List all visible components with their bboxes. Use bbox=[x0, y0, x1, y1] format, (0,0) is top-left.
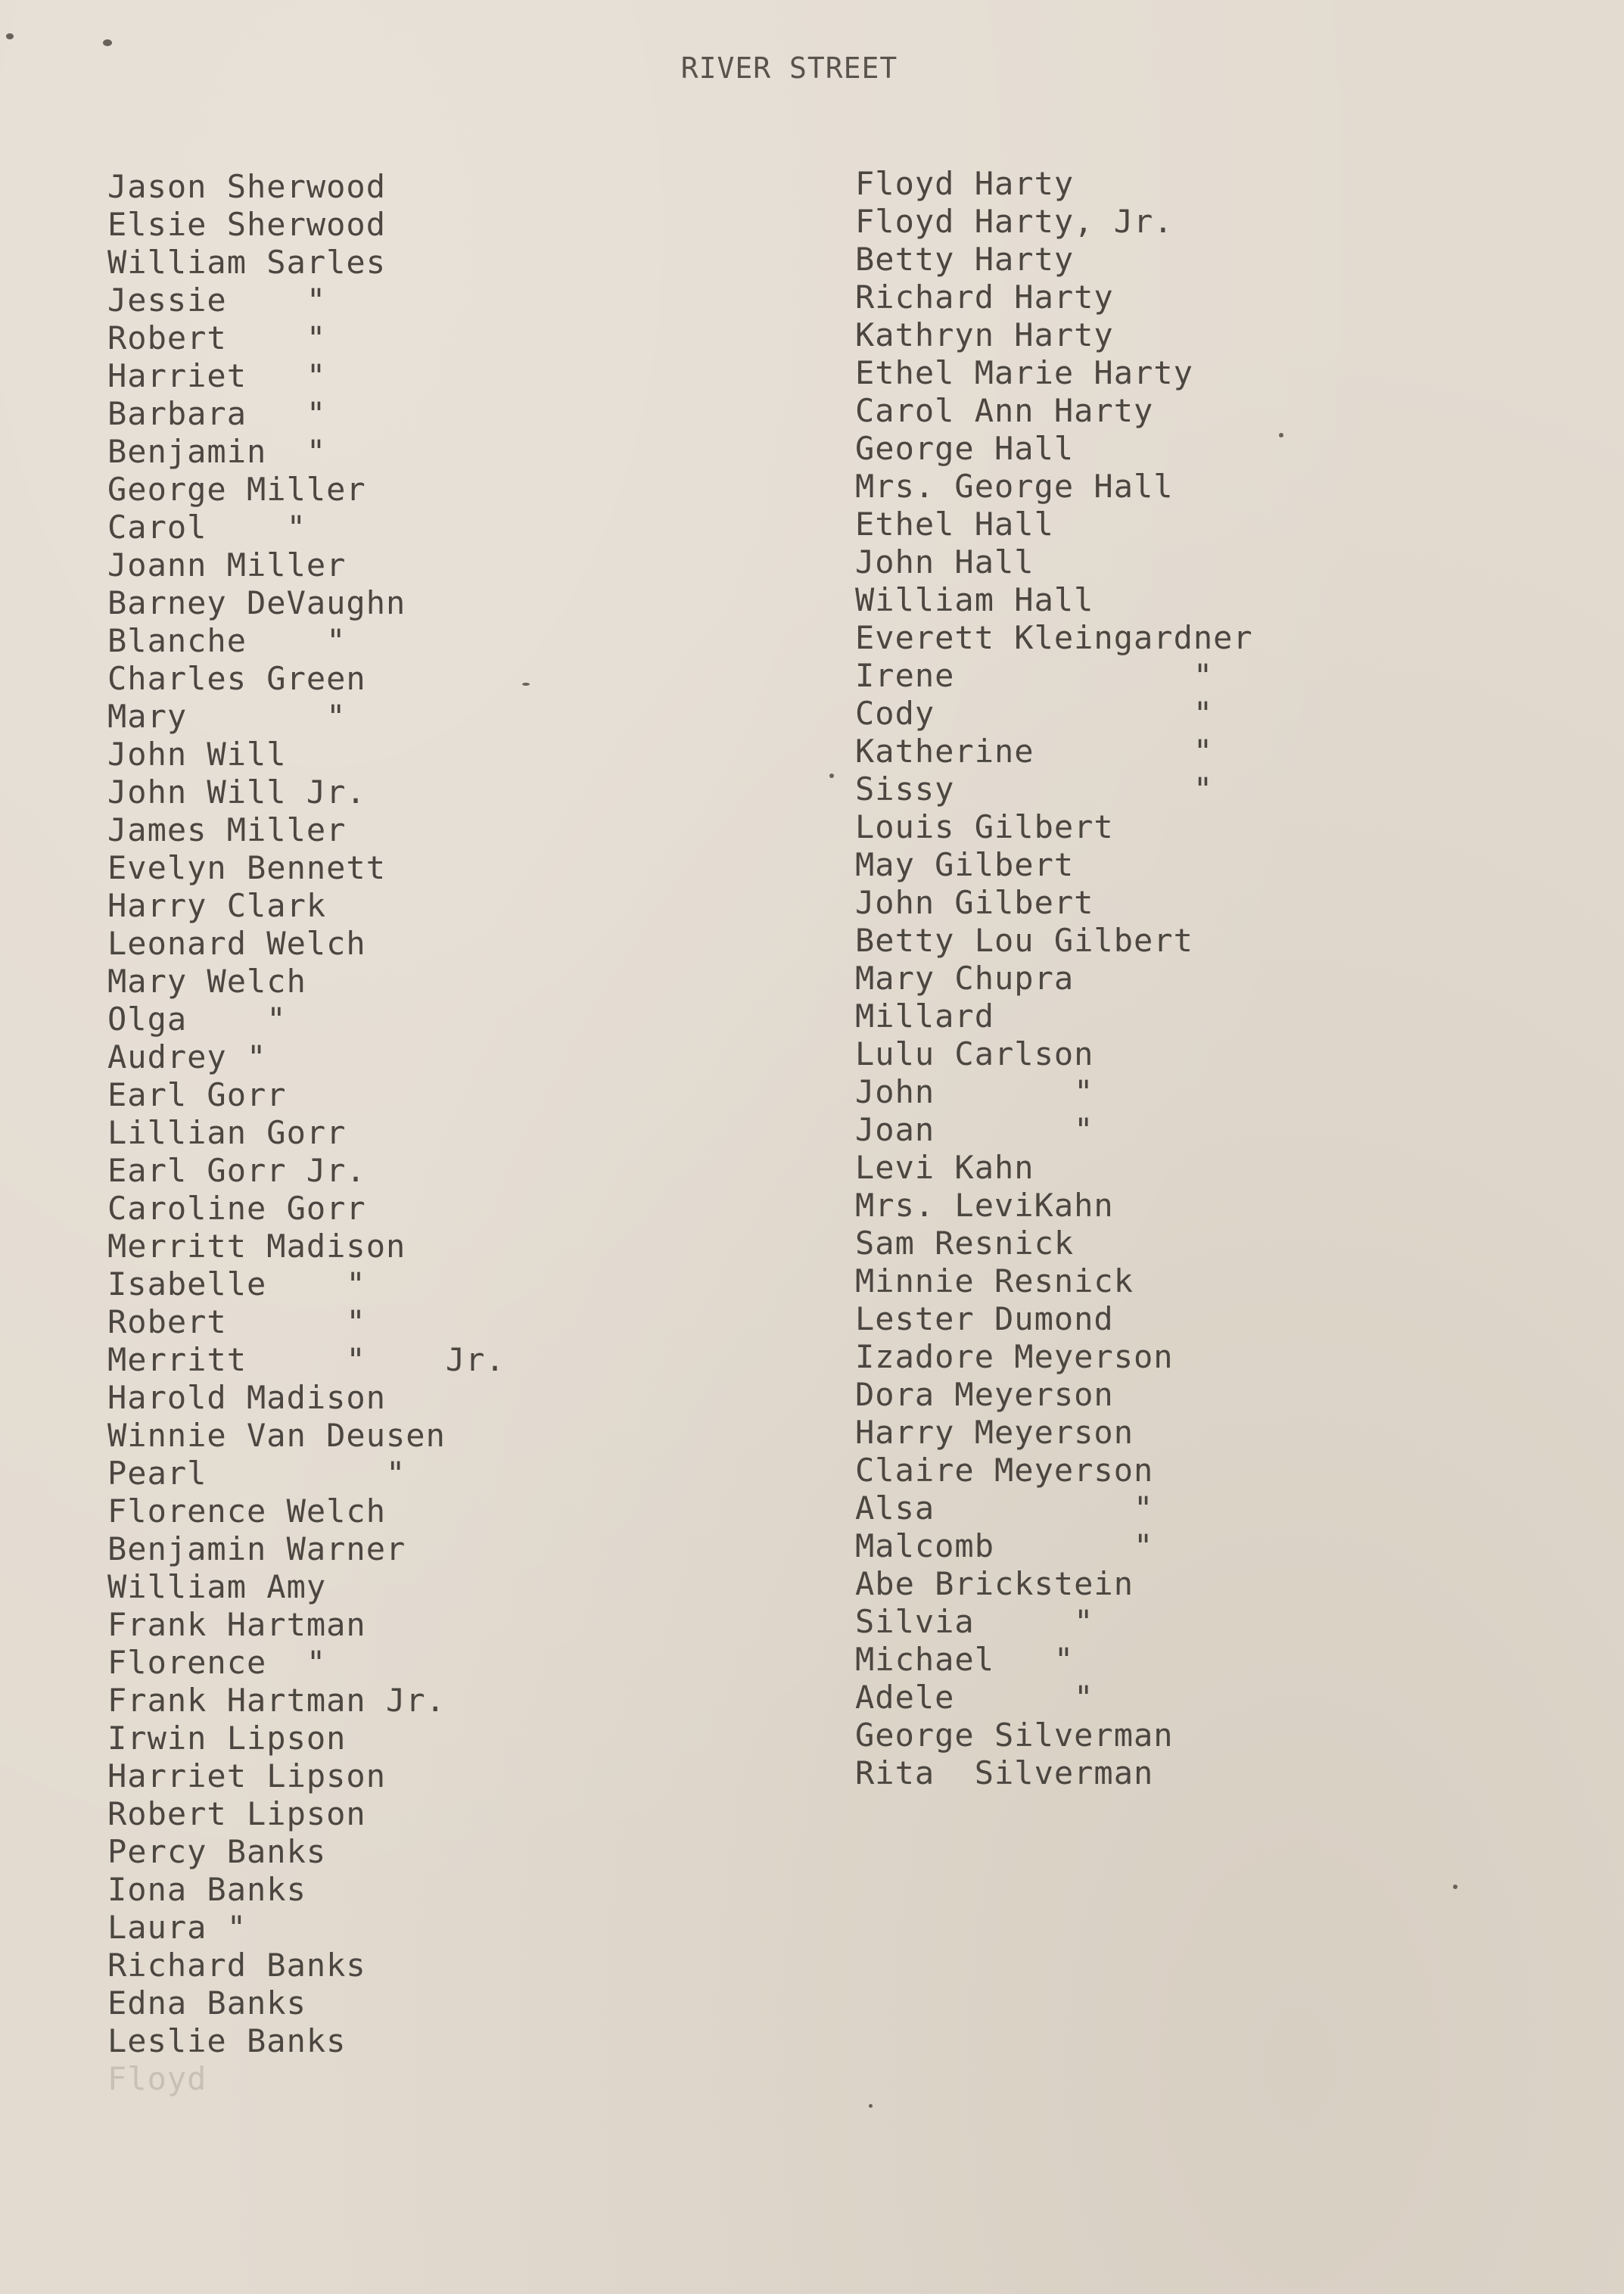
name-entry: Jason Sherwood bbox=[107, 168, 387, 205]
name-entry: Merritt " Jr. bbox=[107, 1341, 506, 1378]
name-entry: Caroline Gorr bbox=[107, 1190, 366, 1227]
name-entry: Floyd Harty bbox=[855, 165, 1075, 202]
name-entry: Earl Gorr bbox=[107, 1076, 287, 1113]
left-name-column bbox=[107, 168, 506, 2098]
name-entry: Harold Madison bbox=[107, 1379, 387, 1416]
name-entry: Winnie Van Deusen bbox=[107, 1417, 446, 1454]
name-entry: Adele " bbox=[855, 1679, 1094, 1716]
name-entry: Floyd bbox=[107, 2060, 207, 2097]
name-entry: Iona Banks bbox=[107, 1871, 306, 1908]
name-entry: Harriet Lipson bbox=[107, 1757, 387, 1794]
paper-speck bbox=[1453, 1885, 1458, 1889]
name-entry: Richard Banks bbox=[107, 1947, 366, 1984]
name-entry: James Miller bbox=[107, 811, 347, 848]
name-entry: Dora Meyerson bbox=[855, 1376, 1114, 1413]
name-entry: John " bbox=[855, 1073, 1094, 1110]
name-entry: Frank Hartman Jr. bbox=[107, 1682, 446, 1719]
name-entry: Olga " bbox=[107, 1001, 287, 1038]
name-entry: Lillian Gorr bbox=[107, 1114, 347, 1151]
name-entry: Izadore Meyerson bbox=[855, 1338, 1174, 1375]
name-entry: Harry Meyerson bbox=[855, 1414, 1134, 1451]
name-entry: Ethel Hall bbox=[855, 506, 1054, 543]
name-entry: William Hall bbox=[855, 581, 1094, 618]
name-entry: Audrey " bbox=[107, 1038, 267, 1075]
name-entry: William Sarles bbox=[107, 244, 387, 281]
name-entry: Floyd Harty, Jr. bbox=[855, 203, 1174, 240]
name-entry: Michael " bbox=[855, 1641, 1075, 1678]
name-entry: Joan " bbox=[855, 1111, 1094, 1148]
name-entry: Louis Gilbert bbox=[855, 808, 1114, 845]
name-entry: Laura " bbox=[107, 1909, 247, 1946]
name-entry: Edna Banks bbox=[107, 1984, 306, 2022]
name-entry: John Gilbert bbox=[855, 884, 1094, 921]
name-entry: Elsie Sherwood bbox=[107, 206, 387, 243]
name-entry: Mrs. George Hall bbox=[855, 468, 1174, 505]
name-entry: Cody " bbox=[855, 695, 1214, 732]
name-entry: Earl Gorr Jr. bbox=[107, 1152, 366, 1189]
name-entry: Levi Kahn bbox=[855, 1149, 1034, 1186]
name-entry: Millard bbox=[855, 998, 995, 1035]
paper-speck bbox=[829, 773, 834, 778]
name-entry: Leonard Welch bbox=[107, 925, 366, 962]
name-entry: Mrs. LeviKahn bbox=[855, 1187, 1114, 1224]
name-entry: Irwin Lipson bbox=[107, 1720, 347, 1757]
name-entry: Richard Harty bbox=[855, 279, 1114, 316]
right-name-column bbox=[855, 165, 1253, 1792]
name-entry: Kathryn Harty bbox=[855, 316, 1114, 353]
name-entry: Robert Lipson bbox=[107, 1795, 366, 1832]
name-entry: Robert " bbox=[107, 319, 327, 356]
name-entry: Mary " bbox=[107, 698, 347, 735]
name-entry: Barney DeVaughn bbox=[107, 584, 406, 621]
name-entry: Percy Banks bbox=[107, 1833, 327, 1870]
name-entry: Leslie Banks bbox=[107, 2022, 347, 2059]
name-entry: Florence Welch bbox=[107, 1493, 387, 1530]
name-entry: Merritt Madison bbox=[107, 1228, 406, 1265]
name-entry: Florence " bbox=[107, 1644, 327, 1681]
paper-speck bbox=[6, 33, 14, 39]
name-entry: Abe Brickstein bbox=[855, 1565, 1134, 1602]
paper-speck bbox=[103, 39, 112, 46]
name-entry: John Will bbox=[107, 736, 287, 773]
name-entry: Barbara " bbox=[107, 395, 327, 432]
name-entry: Rita Silverman bbox=[855, 1754, 1154, 1791]
name-entry: George Miller bbox=[107, 471, 366, 508]
name-entry: Jessie " bbox=[107, 282, 327, 319]
name-entry: Blanche " bbox=[107, 622, 347, 659]
name-entry: George Silverman bbox=[855, 1717, 1174, 1754]
name-entry: Harry Clark bbox=[107, 887, 327, 924]
name-entry: Charles Green bbox=[107, 660, 366, 697]
name-entry: John Hall bbox=[855, 543, 1034, 581]
name-entry: Minnie Resnick bbox=[855, 1262, 1134, 1300]
name-entry: Alsa " bbox=[855, 1489, 1154, 1527]
name-entry: Lester Dumond bbox=[855, 1300, 1114, 1337]
name-entry: Irene " bbox=[855, 657, 1214, 694]
name-entry: Isabelle " bbox=[107, 1265, 366, 1303]
name-entry: John Will Jr. bbox=[107, 773, 366, 811]
name-entry: Malcomb " bbox=[855, 1527, 1154, 1564]
name-entry: Lulu Carlson bbox=[855, 1035, 1094, 1072]
paper-speck bbox=[522, 683, 530, 686]
name-entry: Silvia " bbox=[855, 1603, 1094, 1640]
paper-speck bbox=[1279, 433, 1283, 437]
name-entry: Mary Welch bbox=[107, 963, 306, 1000]
name-entry: Betty Lou Gilbert bbox=[855, 922, 1193, 959]
name-entry: Benjamin Warner bbox=[107, 1530, 406, 1567]
name-entry: Ethel Marie Harty bbox=[855, 354, 1193, 391]
name-entry: Sissy " bbox=[855, 770, 1214, 808]
page-title: RIVER STREET bbox=[680, 51, 898, 85]
name-entry: Sam Resnick bbox=[855, 1225, 1075, 1262]
name-entry: Betty Harty bbox=[855, 241, 1075, 278]
name-entry: Joann Miller bbox=[107, 546, 347, 584]
name-entry: Pearl " bbox=[107, 1455, 406, 1492]
paper-speck bbox=[869, 2104, 873, 2108]
name-entry: Harriet " bbox=[107, 357, 327, 394]
name-entry: Carol " bbox=[107, 509, 306, 546]
name-entry: George Hall bbox=[855, 430, 1075, 467]
name-entry: Katherine " bbox=[855, 733, 1214, 770]
name-entry: Mary Chupra bbox=[855, 960, 1075, 997]
name-entry: Everett Kleingardner bbox=[855, 619, 1253, 656]
name-entry: Benjamin " bbox=[107, 433, 327, 470]
name-entry: Carol Ann Harty bbox=[855, 392, 1154, 429]
name-entry: Robert " bbox=[107, 1303, 366, 1340]
name-entry: May Gilbert bbox=[855, 846, 1075, 883]
name-entry: Evelyn Bennett bbox=[107, 849, 387, 886]
name-entry: William Amy bbox=[107, 1568, 327, 1605]
name-entry: Frank Hartman bbox=[107, 1606, 366, 1643]
name-entry: Claire Meyerson bbox=[855, 1452, 1154, 1489]
